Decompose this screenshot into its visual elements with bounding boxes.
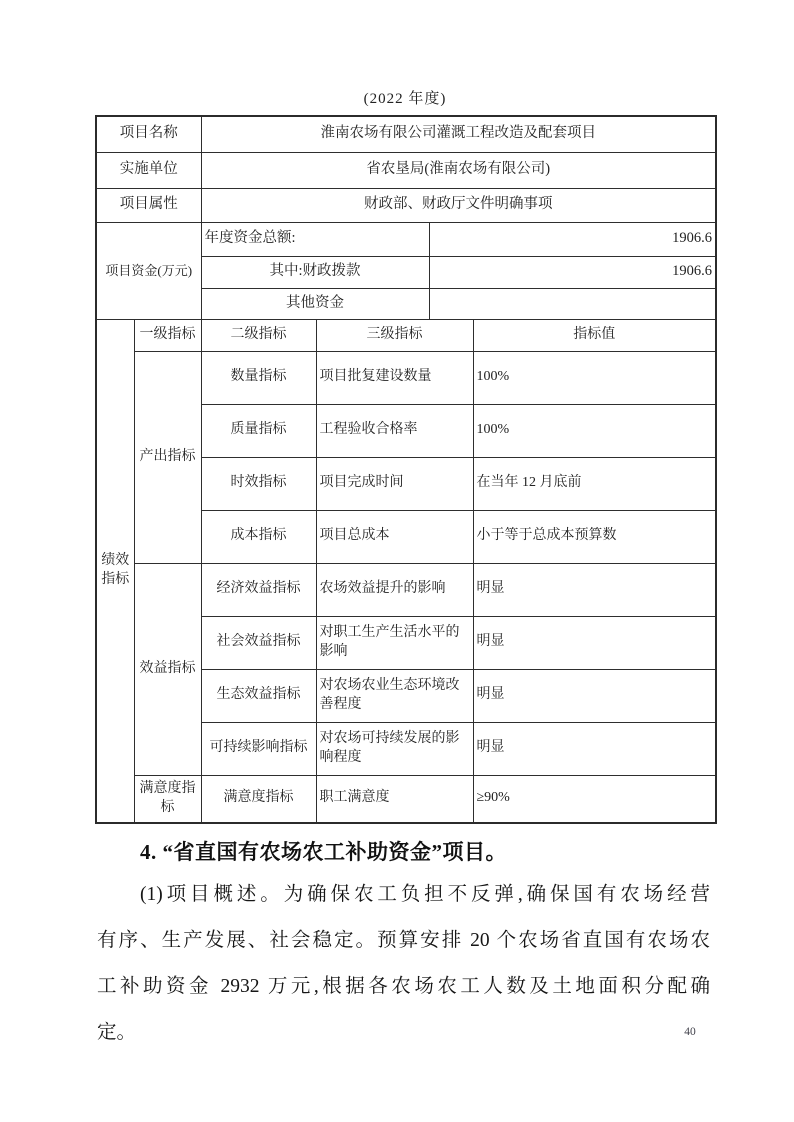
- value-cell: 小于等于总成本预算数: [473, 510, 716, 563]
- impl-unit-label: 实施单位: [96, 152, 201, 188]
- level2-cell: 可持续影响指标: [201, 722, 316, 775]
- level3-cell: 对农场可持续发展的影响程度: [316, 722, 473, 775]
- indicator-row: [96, 563, 716, 616]
- value-cell: ≥90%: [473, 775, 716, 823]
- header-value: 指标值: [473, 319, 716, 351]
- header-level2: 二级指标: [201, 319, 316, 351]
- paragraph-line: (1)项目概述。为确保农工负担不反弹,确保国有农场经营: [140, 884, 710, 905]
- value-cell: 明显: [473, 669, 716, 722]
- level3-cell: 工程验收合格率: [316, 404, 473, 457]
- value-cell: 100%: [473, 351, 716, 404]
- project-name-label: 项目名称: [96, 116, 201, 152]
- value-cell: 在当年 12 月底前: [473, 457, 716, 510]
- level2-cell: 满意度指标: [201, 775, 316, 823]
- level3-cell: 项目完成时间: [316, 457, 473, 510]
- level2-cell: 时效指标: [201, 457, 316, 510]
- level3-cell: 职工满意度: [316, 775, 473, 823]
- table-row: [96, 152, 716, 188]
- value-cell: 明显: [473, 563, 716, 616]
- attribute-label: 项目属性: [96, 188, 201, 222]
- project-name-value: 淮南农场有限公司灌溉工程改造及配套项目: [201, 116, 716, 152]
- section-heading: 4. “省直国有农场农工补助资金”项目。: [140, 840, 507, 864]
- funds-total-label: 年度资金总额:: [201, 222, 429, 256]
- level2-cell: 经济效益指标: [201, 563, 316, 616]
- funds-fiscal-label: 其中:财政拨款: [201, 256, 429, 288]
- level2-cell: 成本指标: [201, 510, 316, 563]
- funds-label: 项目资金(万元): [96, 222, 201, 319]
- level1-output: 产出指标: [134, 351, 201, 563]
- value-cell: 明显: [473, 722, 716, 775]
- indicator-header-row: [96, 319, 716, 351]
- funds-other-value: [429, 288, 716, 319]
- impl-unit-value: 省农垦局(淮南农场有限公司): [201, 152, 716, 188]
- table-row: [96, 116, 716, 152]
- header-level1: 一级指标: [134, 319, 201, 351]
- indicator-row: [96, 775, 716, 823]
- value-cell: 明显: [473, 616, 716, 669]
- page-number: 40: [684, 1026, 696, 1038]
- paragraph-line: 工补助资金 2932 万元,根据各农场农工人数及土地面积分配确: [97, 976, 710, 997]
- value-cell: 100%: [473, 404, 716, 457]
- level1-benefit: 效益指标: [134, 563, 201, 775]
- level3-cell: 对农场农业生态环境改善程度: [316, 669, 473, 722]
- header-level3: 三级指标: [316, 319, 473, 351]
- level3-cell: 农场效益提升的影响: [316, 563, 473, 616]
- funds-total-value: 1906.6: [429, 222, 716, 256]
- table-row: [96, 222, 716, 256]
- level2-cell: 社会效益指标: [201, 616, 316, 669]
- body-paragraph: [97, 872, 710, 1056]
- paragraph-line: 定。: [97, 1022, 137, 1043]
- level3-cell: 项目总成本: [316, 510, 473, 563]
- level1-satisfaction: 满意度指标: [134, 775, 201, 823]
- table-row: [96, 188, 716, 222]
- funds-fiscal-value: 1906.6: [429, 256, 716, 288]
- project-info-table: [95, 115, 717, 824]
- indicator-row: [96, 351, 716, 404]
- level3-cell: 项目批复建设数量: [316, 351, 473, 404]
- level2-cell: 质量指标: [201, 404, 316, 457]
- level2-cell: 生态效益指标: [201, 669, 316, 722]
- indicator-group-label: 绩效指标: [96, 319, 134, 823]
- level2-cell: 数量指标: [201, 351, 316, 404]
- funds-other-label: 其他资金: [201, 288, 429, 319]
- attribute-value: 财政部、财政厅文件明确事项: [201, 188, 716, 222]
- paragraph-line: 有序、生产发展、社会稳定。预算安排 20 个农场省直国有农场农: [97, 930, 710, 951]
- level3-cell: 对职工生产生活水平的影响: [316, 616, 473, 669]
- doc-title: (2022 年度): [363, 91, 447, 107]
